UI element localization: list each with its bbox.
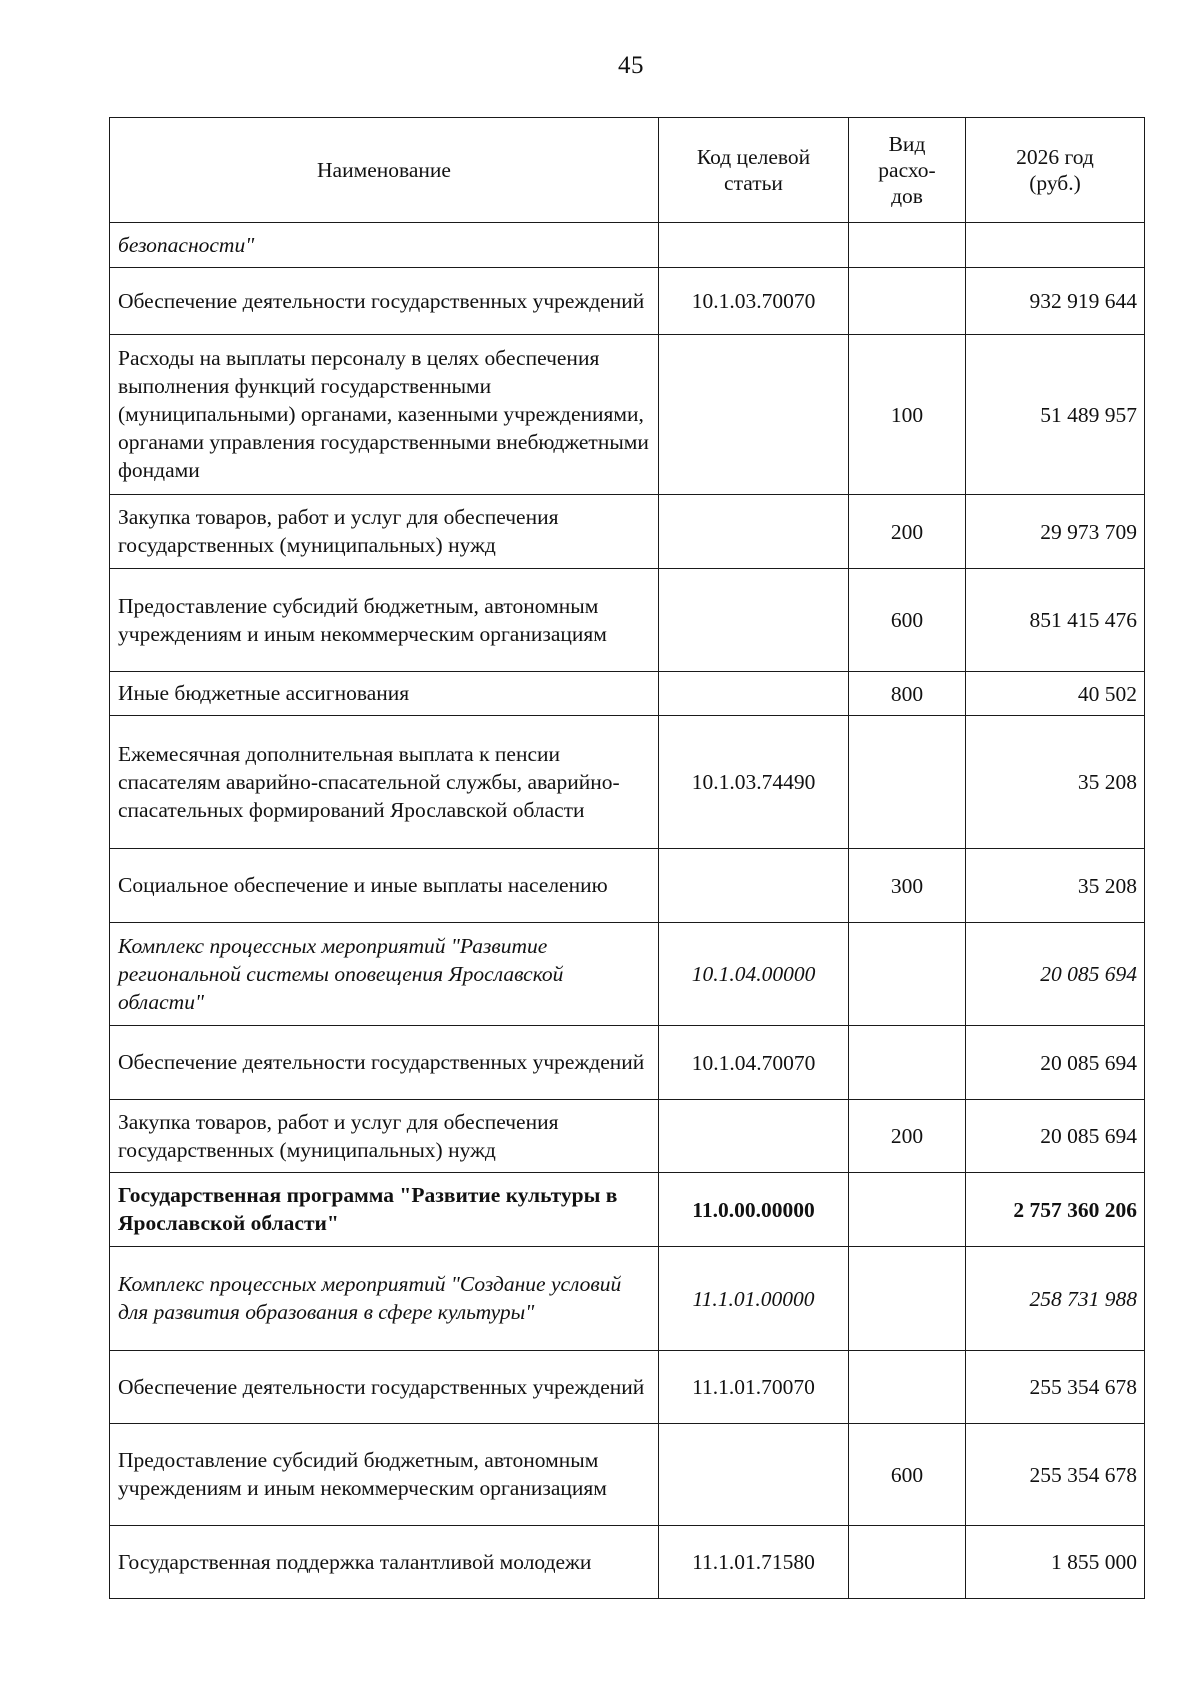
table-row bbox=[110, 1247, 1145, 1351]
row-code: 10.1.03.70070 bbox=[659, 268, 849, 335]
row-type: 600 bbox=[849, 569, 966, 672]
table-body bbox=[110, 223, 1145, 1599]
row-type: 200 bbox=[849, 1100, 966, 1173]
header-amount-line2: (руб.) bbox=[1029, 171, 1081, 195]
row-code: 11.1.01.00000 bbox=[659, 1247, 849, 1351]
row-type: 200 bbox=[849, 495, 966, 569]
header-type-line2: расхо- bbox=[878, 158, 936, 182]
table-row bbox=[110, 1424, 1145, 1526]
row-amount: 35 208 bbox=[966, 849, 1145, 923]
header-code-line2: статьи bbox=[724, 171, 783, 195]
row-code bbox=[659, 849, 849, 923]
row-name: Предоставление субсидий бюджетным, автономным учреждениям и иным некоммерческим организациям bbox=[110, 569, 659, 672]
row-type bbox=[849, 1026, 966, 1100]
table-row bbox=[110, 672, 1145, 716]
row-name: Ежемесячная дополнительная выплата к пенсии спасателям аварийно-спасательной службы, аварийно-спасательных формирований Ярославской области bbox=[110, 716, 659, 849]
row-name: Закупка товаров, работ и услуг для обеспечения государственных (муниципальных) нужд bbox=[110, 495, 659, 569]
table-row bbox=[110, 1173, 1145, 1247]
row-code: 11.1.01.71580 bbox=[659, 1526, 849, 1599]
row-name: Комплекс процессных мероприятий "Создание условий для развития образования в сфере культуры" bbox=[110, 1247, 659, 1351]
table-row bbox=[110, 335, 1145, 495]
row-code bbox=[659, 223, 849, 268]
header-type bbox=[849, 118, 966, 223]
page-number: 45 bbox=[618, 52, 644, 79]
row-amount: 29 973 709 bbox=[966, 495, 1145, 569]
row-code bbox=[659, 1100, 849, 1173]
header-name-label: Наименование bbox=[317, 158, 451, 182]
row-type bbox=[849, 268, 966, 335]
row-amount: 1 855 000 bbox=[966, 1526, 1145, 1599]
row-type: 600 bbox=[849, 1424, 966, 1526]
row-code bbox=[659, 495, 849, 569]
table-row bbox=[110, 1351, 1145, 1424]
row-name: Иные бюджетные ассигнования bbox=[110, 672, 659, 716]
row-amount: 40 502 bbox=[966, 672, 1145, 716]
row-name: Обеспечение деятельности государственных учреждений bbox=[110, 1351, 659, 1424]
row-code bbox=[659, 672, 849, 716]
row-amount: 932 919 644 bbox=[966, 268, 1145, 335]
row-name: Предоставление субсидий бюджетным, автономным учреждениям и иным некоммерческим организациям bbox=[110, 1424, 659, 1526]
table-row bbox=[110, 569, 1145, 672]
row-name: Обеспечение деятельности государственных учреждений bbox=[110, 268, 659, 335]
row-name: Закупка товаров, работ и услуг для обеспечения государственных (муниципальных) нужд bbox=[110, 1100, 659, 1173]
row-type: 100 bbox=[849, 335, 966, 495]
row-type: 800 bbox=[849, 672, 966, 716]
header-code-line1: Код целевой bbox=[696, 145, 811, 169]
header-amount-line1: 2026 год bbox=[1016, 145, 1094, 169]
table-header bbox=[110, 118, 1145, 223]
row-amount: 258 731 988 bbox=[966, 1247, 1145, 1351]
header-type-line3: дов bbox=[891, 184, 923, 208]
row-amount: 255 354 678 bbox=[966, 1351, 1145, 1424]
row-amount: 20 085 694 bbox=[966, 1026, 1145, 1100]
row-name: Социальное обеспечение и иные выплаты населению bbox=[110, 849, 659, 923]
budget-table bbox=[109, 117, 1145, 1599]
row-amount: 51 489 957 bbox=[966, 335, 1145, 495]
header-name bbox=[110, 118, 659, 223]
row-type bbox=[849, 1247, 966, 1351]
row-code: 11.0.00.00000 bbox=[659, 1173, 849, 1247]
table-row bbox=[110, 1100, 1145, 1173]
table-row bbox=[110, 1026, 1145, 1100]
row-code: 10.1.03.74490 bbox=[659, 716, 849, 849]
table-row bbox=[110, 1526, 1145, 1599]
table-row bbox=[110, 223, 1145, 268]
table-row bbox=[110, 923, 1145, 1026]
row-name: Обеспечение деятельности государственных учреждений bbox=[110, 1026, 659, 1100]
row-amount: 255 354 678 bbox=[966, 1424, 1145, 1526]
header-amount bbox=[966, 118, 1145, 223]
header-row bbox=[110, 118, 1145, 223]
row-amount: 2 757 360 206 bbox=[966, 1173, 1145, 1247]
row-code bbox=[659, 335, 849, 495]
row-code: 10.1.04.70070 bbox=[659, 1026, 849, 1100]
row-amount: 851 415 476 bbox=[966, 569, 1145, 672]
row-type bbox=[849, 223, 966, 268]
row-type bbox=[849, 923, 966, 1026]
table-row bbox=[110, 268, 1145, 335]
table-row bbox=[110, 849, 1145, 923]
row-type bbox=[849, 716, 966, 849]
row-code: 11.1.01.70070 bbox=[659, 1351, 849, 1424]
row-amount: 20 085 694 bbox=[966, 923, 1145, 1026]
row-amount bbox=[966, 223, 1145, 268]
row-type bbox=[849, 1526, 966, 1599]
row-name: Государственная программа "Развитие культуры в Ярославской области" bbox=[110, 1173, 659, 1247]
row-name: безопасности" bbox=[110, 223, 659, 268]
row-type bbox=[849, 1351, 966, 1424]
row-name: Комплекс процессных мероприятий "Развитие региональной системы оповещения Ярославской области" bbox=[110, 923, 659, 1026]
header-type-line1: Вид bbox=[888, 132, 926, 156]
row-type bbox=[849, 1173, 966, 1247]
row-code bbox=[659, 1424, 849, 1526]
row-name: Расходы на выплаты персоналу в целях обеспечения выполнения функций государственными (муниципальными) органами, казенными учреждениями, органами управления государственными внебюджетными фондами bbox=[110, 335, 659, 495]
table-row bbox=[110, 495, 1145, 569]
row-amount: 35 208 bbox=[966, 716, 1145, 849]
row-name: Государственная поддержка талантливой молодежи bbox=[110, 1526, 659, 1599]
header-code bbox=[659, 118, 849, 223]
table-row bbox=[110, 716, 1145, 849]
row-code bbox=[659, 569, 849, 672]
row-amount: 20 085 694 bbox=[966, 1100, 1145, 1173]
row-code: 10.1.04.00000 bbox=[659, 923, 849, 1026]
row-type: 300 bbox=[849, 849, 966, 923]
